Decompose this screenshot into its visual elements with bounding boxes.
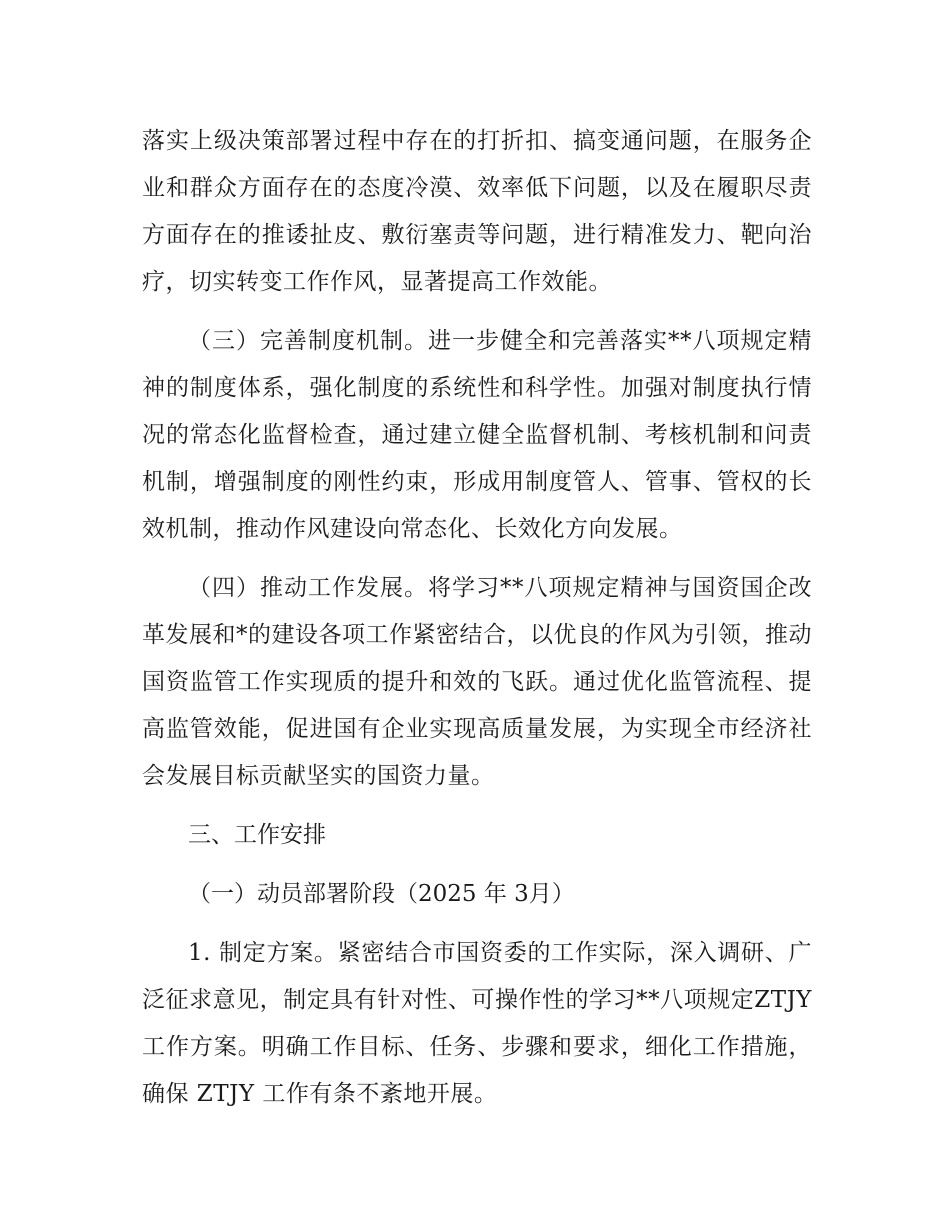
paragraph-promote-work: （四）推动工作发展。将学习**八项规定精神与国资国企改革发展和*的建设各项工作紧密结合，以优良的作风为引领，推动国资监管工作实现质的提升和效的飞跃。通过优化监管流程、提高监管效能，促进国有企业实现高质量发展，为实现全市经济社会发展目标贡献坚实的国资力量。	[142, 575, 812, 789]
section-heading-work-arrangement: 三、工作安排	[188, 822, 326, 848]
paragraph-formulate-plan: 1. 制定方案。紧密结合市国资委的工作实际，深入调研、广泛征求意见，制定具有针对性、可操作性的学习**八项规定ZTJY 工作方案。明确工作目标、任务、步骤和要求，细化工作措施，确保 ZTJY 工作有条不紊地开展。	[142, 940, 812, 1107]
paragraph-improve-system: （三）完善制度机制。进一步健全和完善落实**八项规定精神的制度体系，强化制度的系统性和科学性。加强对制度执行情况的常态化监督检查，通过建立健全监督机制、考核机制和问责机制，增强制度的刚性约束，形成用制度管人、管事、管权的长效机制，推动作风建设向常态化、长效化方向发展。	[142, 328, 812, 542]
paragraph-rectification-continued: 落实上级决策部署过程中存在的打折扣、搞变通问题，在服务企业和群众方面存在的态度冷漠、效率低下问题，以及在履职尽责方面存在的推诿扯皮、敷衍塞责等问题，进行精准发力、靶向治疗，切实转变工作作风，显著提高工作效能。	[142, 128, 812, 295]
document-body	[142, 118, 812, 1130]
subsection-heading-mobilization: （一）动员部署阶段（2025 年 3月）	[188, 881, 575, 907]
